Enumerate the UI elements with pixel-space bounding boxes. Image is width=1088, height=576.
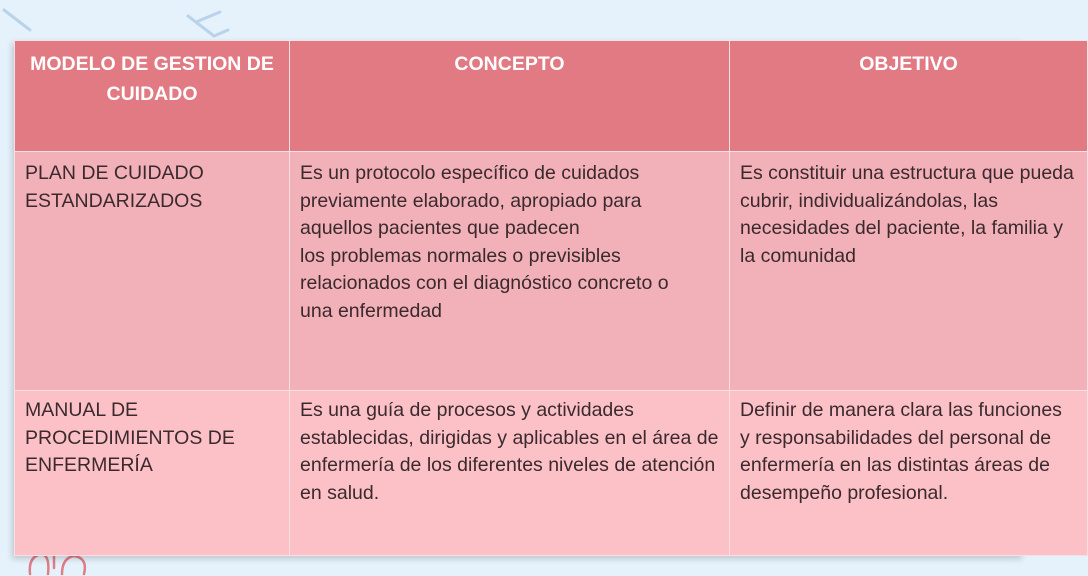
cell-concept: [290, 391, 730, 556]
cell-concept: [290, 152, 730, 391]
care-models-table: [14, 40, 1088, 556]
cell-objective: Es constituir una estructura que pueda cubrir, individualizándolas, las necesidades del paciente, la familia y la comunidad: [730, 152, 1088, 391]
table-row: [15, 152, 1088, 391]
header-concepto: CONCEPTO: [290, 41, 730, 152]
cell-model: PLAN DE CUIDADO ESTANDARIZADOS: [15, 152, 290, 391]
concept-line: Es un protocolo específico de cuidados previamente elaborado, apropiado para aquellos pacientes que padecen: [300, 162, 642, 239]
care-models-table-container: [14, 40, 1074, 556]
cell-objective: Definir de manera clara las funciones y responsabilidades del personal de enfermería en las distintas áreas de desempeño profesional.: [730, 391, 1088, 556]
cell-model: MANUAL DE PROCEDIMIENTOS DE ENFERMERÍA: [15, 391, 290, 556]
concept-line: los problemas normales o previsibles relacionados con el diagnóstico concreto o: [300, 244, 669, 294]
table-row: [15, 391, 1088, 556]
header-modelo: MODELO DE GESTION DE CUIDADO: [15, 41, 290, 152]
concept-line: una enfermedad: [300, 299, 443, 322]
table-header-row: [15, 41, 1088, 152]
concept-line: Es una guía de procesos y actividades establecidas, dirigidas y aplicables en el área de enfermería de los diferentes niveles de atención en salud.: [300, 399, 719, 504]
header-objetivo: OBJETIVO: [730, 41, 1088, 152]
